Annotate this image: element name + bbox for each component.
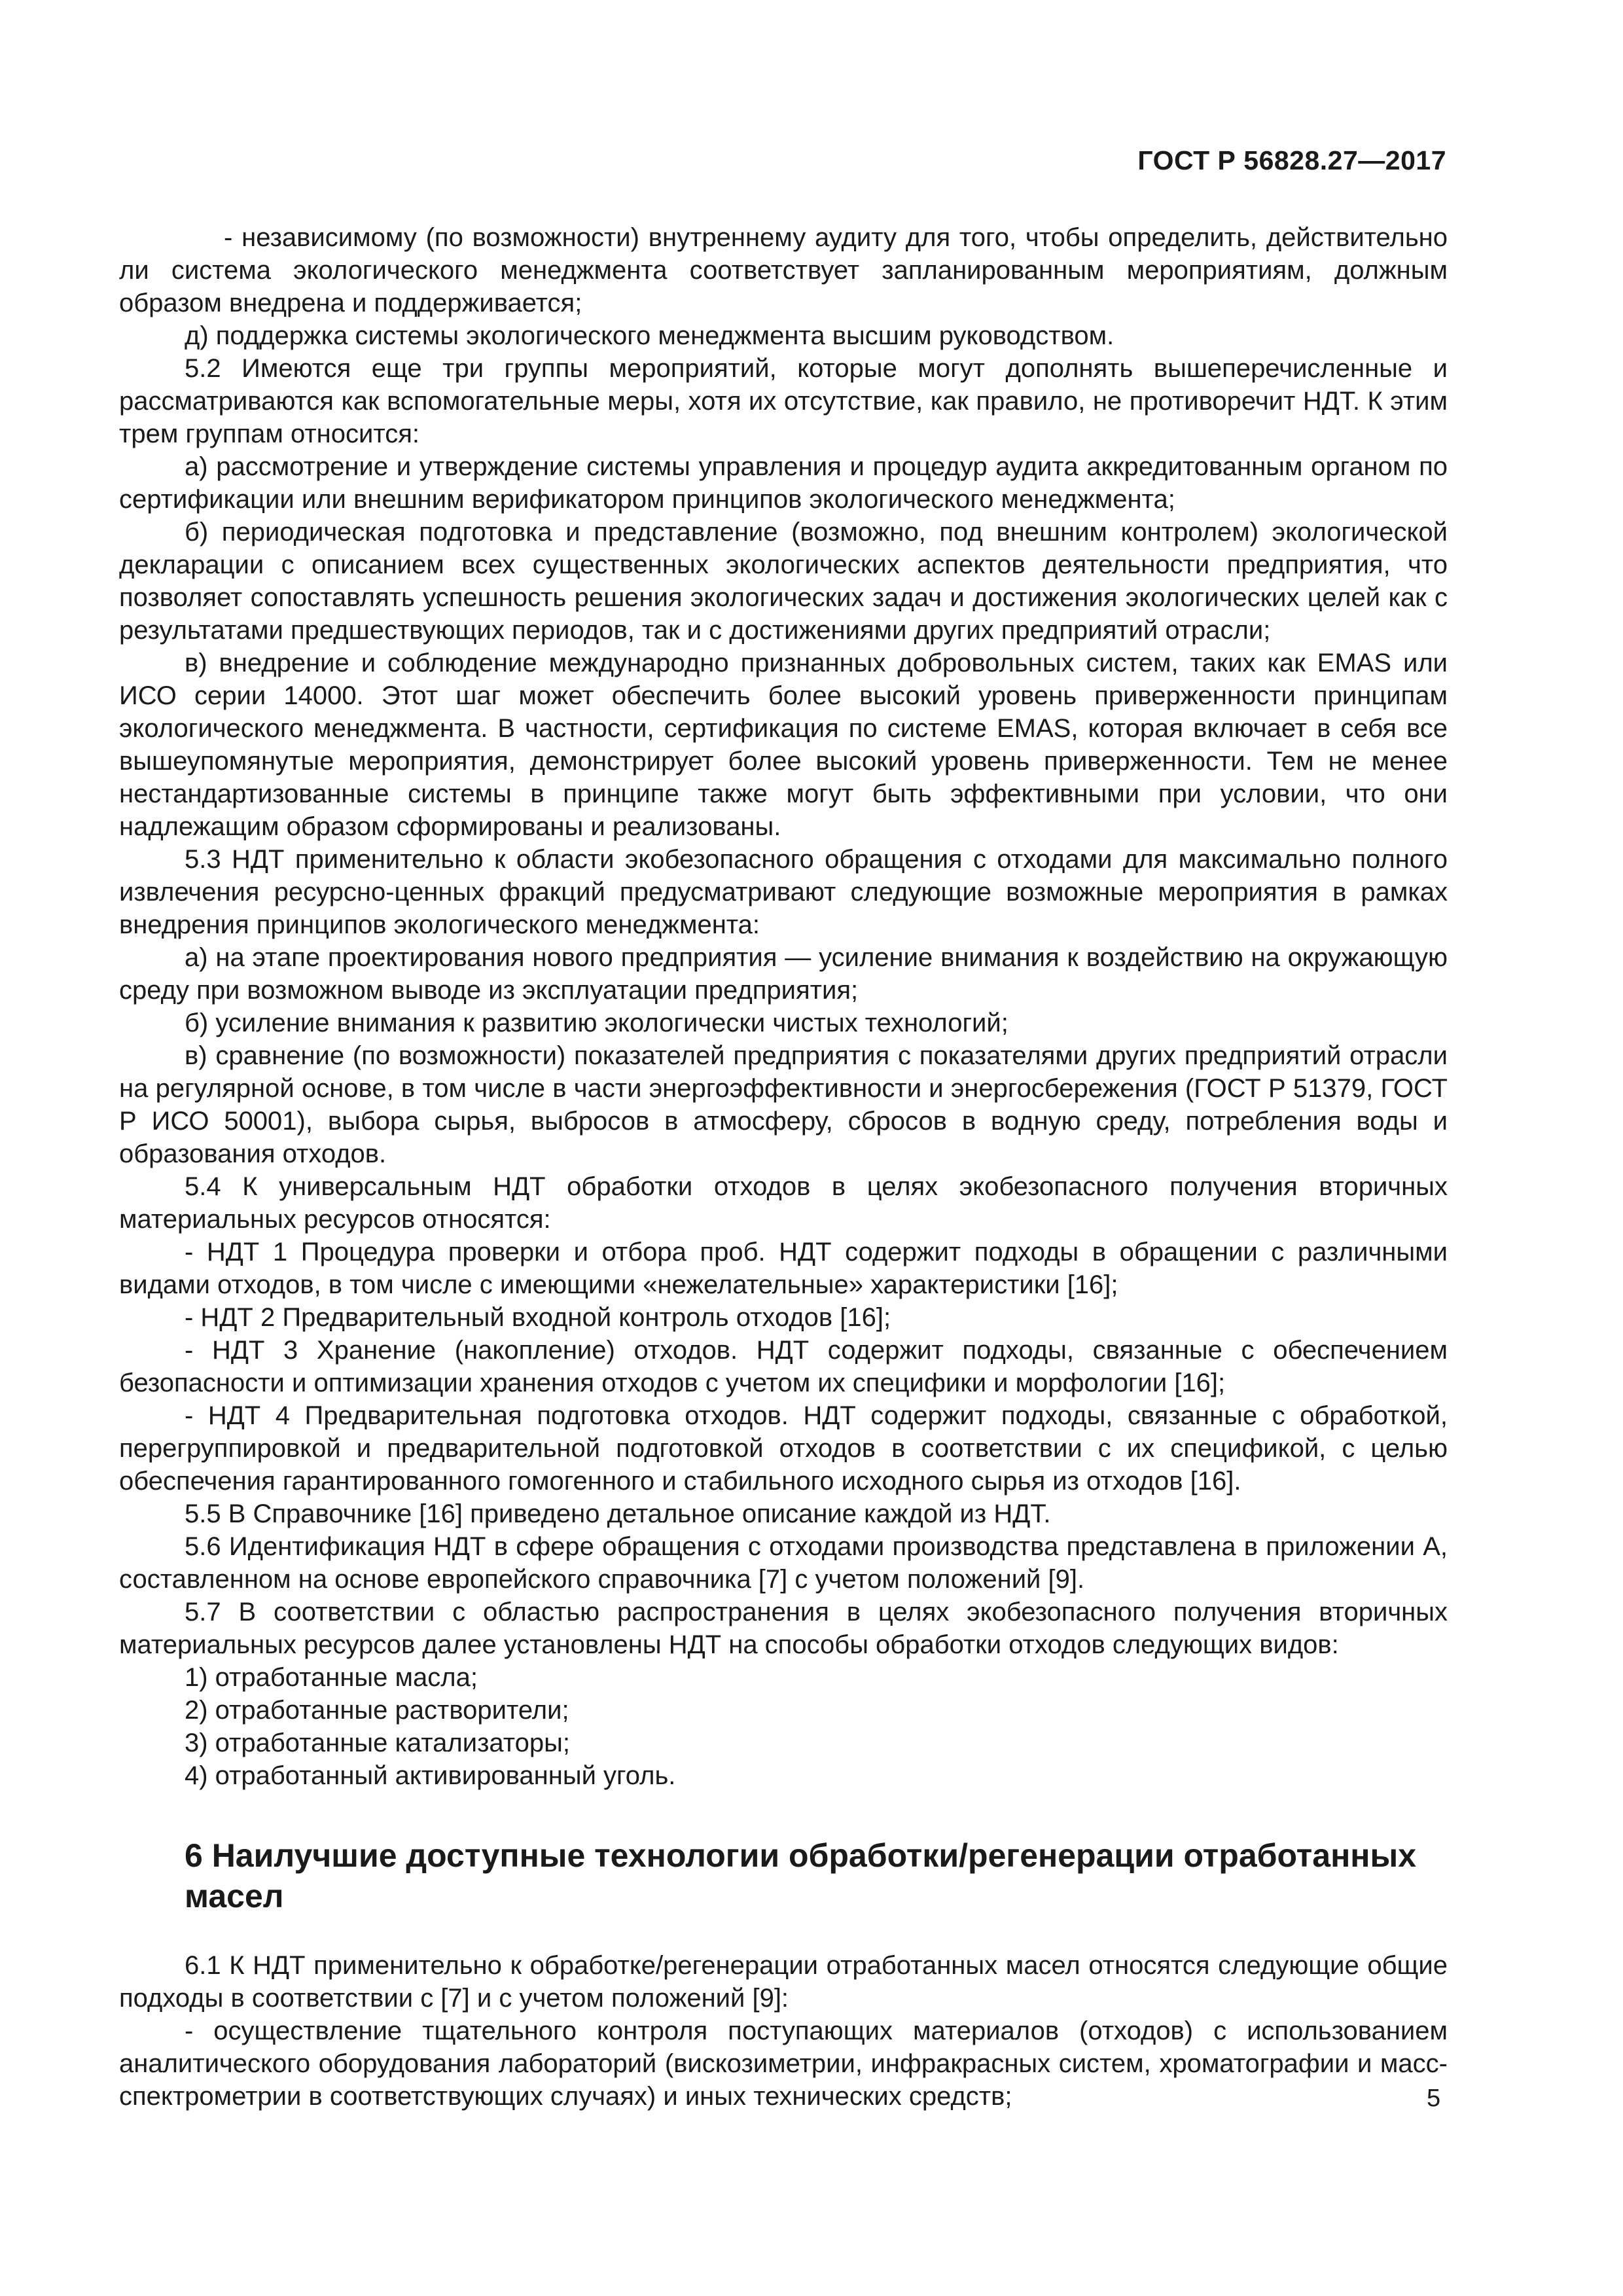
paragraph-5-2-b: б) периодическая подготовка и представление (возможно, под внешним контролем) экологической декларации с описанием всех существенных экологических аспектов деятельности предприятия, что позволяет сопоставлять успешность решения экологических задач и достижения экологических целей как с результатами предшествующих периодов, так и с достижениями других предприятий отрасли; [119,518,1448,645]
paragraph-5-2-v: в) внедрение и соблюдение международно признанных добровольных систем, таких как EMAS или ИСО серии 14000. Этот шаг может обеспечить более высокий уровень приверженности принципам экологического менеджмента. В частности, сертификация по системе EMAS, которая включает в себя все вышеупомянутые мероприятия, демонстрирует более высокий уровень приверженности. Тем не менее нестандартизованные системы в принципе также могут быть эффективными при условии, что они надлежащим образом сформированы и реализованы. [119,649,1448,841]
document-body [119,221,1448,2113]
paragraph-5-5: 5.5 В Справочнике [16] приведено детальное описание каждой из НДТ. [185,1499,1051,1528]
paragraph-5-3-a: а) на этапе проектирования нового предприятия — усиление внимания к воздействию на окружающую среду при возможном выводе из эксплуатации предприятия; [119,943,1448,1005]
paragraph-ndt-4: - НДТ 4 Предварительная подготовка отходов. НДТ содержит подходы, связанные с обработкой, перегруппировкой и предварительной подготовкой отходов в соответствии с их спецификой, с целью обеспечения гарантированного гомогенного и стабильного исходного сырья из отходов [16]. [119,1401,1448,1496]
paragraph-5-7: 5.7 В соответствии с областью распространения в целях экобезопасного получения вторичных материальных ресурсов далее установлены НДТ на способы обработки отходов следующих видов: [119,1598,1448,1659]
document-code-header: ГОСТ Р 56828.27—2017 [1137,145,1446,175]
paragraph-5-6: 5.6 Идентификация НДТ в сфере обращения с отходами производства представлена в приложении А, составленном на основе европейского справочника [7] с учетом положений [9]. [119,1532,1448,1594]
paragraph-6-1: 6.1 К НДТ применительно к обработке/регенерации отработанных масел относятся следующие общие подходы в соответствии с [7] и с учетом положений [9]: [119,1951,1448,2013]
paragraph-5-3-b: б) усиление внимания к развитию экологически чистых технологий; [185,1009,1008,1037]
paragraph-ndt-3: - НДТ 3 Хранение (накопление) отходов. НДТ содержит подходы, связанные с обеспечением безопасности и оптимизации хранения отходов с учетом их специфики и морфологии [16]; [119,1336,1448,1397]
paragraph-ndt-2: - НДТ 2 Предварительный входной контроль отходов [16]; [185,1303,891,1332]
paragraph-item-d: д) поддержка системы экологического менеджмента высшим руководством. [185,321,1115,350]
paragraph-5-3-v: в) сравнение (по возможности) показателей предприятия с показателями других предприятий отрасли на регулярной основе, в том числе в части энергоэффективности и энергосбережения (ГОСТ Р 51379, ГОСТ Р ИСО 50001), выбора сырья, выбросов в атмосферу, сбросов в водную среду, потребления воды и образования отходов. [119,1041,1448,1168]
page-number: 5 [1427,2085,1441,2112]
paragraph-audit-item: - независимому (по возможности) внутреннему аудиту для того, чтобы определить, действительно ли система экологического менеджмента соответствует запланированным мероприятиям, должным образом внедрена и поддерживается; [119,223,1448,317]
list-item-2: 2) отработанные растворители; [185,1696,569,1725]
paragraph-6-1-control: - осуществление тщательного контроля поступающих материалов (отходов) с использованием аналитического оборудования лабораторий (вискозиметрии, инфракрасных систем, хроматографии и масс-спектрометрии в соответствующих случаях) и иных технических средств; [119,2017,1448,2111]
list-item-1: 1) отработанные масла; [185,1663,478,1692]
section-heading-6: 6 Наилучшие доступные технологии обработки/регенерации отработанных масел [185,1837,1417,1914]
paragraph-5-3: 5.3 НДТ применительно к области экобезопасного обращения с отходами для максимально полного извлечения ресурсно-ценных фракций предусматривают следующие возможные мероприятия в рамках внедрения принципов экологического менеджмента: [119,845,1448,939]
paragraph-5-2-a: а) рассмотрение и утверждение системы управления и процедур аудита аккредитованным органом по сертификации или внешним верификатором принципов экологического менеджмента; [119,452,1448,514]
paragraph-5-2: 5.2 Имеются еще три группы мероприятий, которые могут дополнять вышеперечисленные и рассматриваются как вспомогательные меры, хотя их отсутствие, как правило, не противоречит НДТ. К этим трем группам относится: [119,354,1448,448]
list-item-4: 4) отработанный активированный уголь. [185,1761,676,1790]
paragraph-ndt-1: - НДТ 1 Процедура проверки и отбора проб. НДТ содержит подходы в обращении с различными видами отходов, в том числе с имеющими «нежелательные» характеристики [16]; [119,1238,1448,1299]
paragraph-5-4: 5.4 К универсальным НДТ обработки отходов в целях экобезопасного получения вторичных материальных ресурсов относятся: [119,1172,1448,1234]
list-item-3: 3) отработанные катализаторы; [185,1729,571,1757]
